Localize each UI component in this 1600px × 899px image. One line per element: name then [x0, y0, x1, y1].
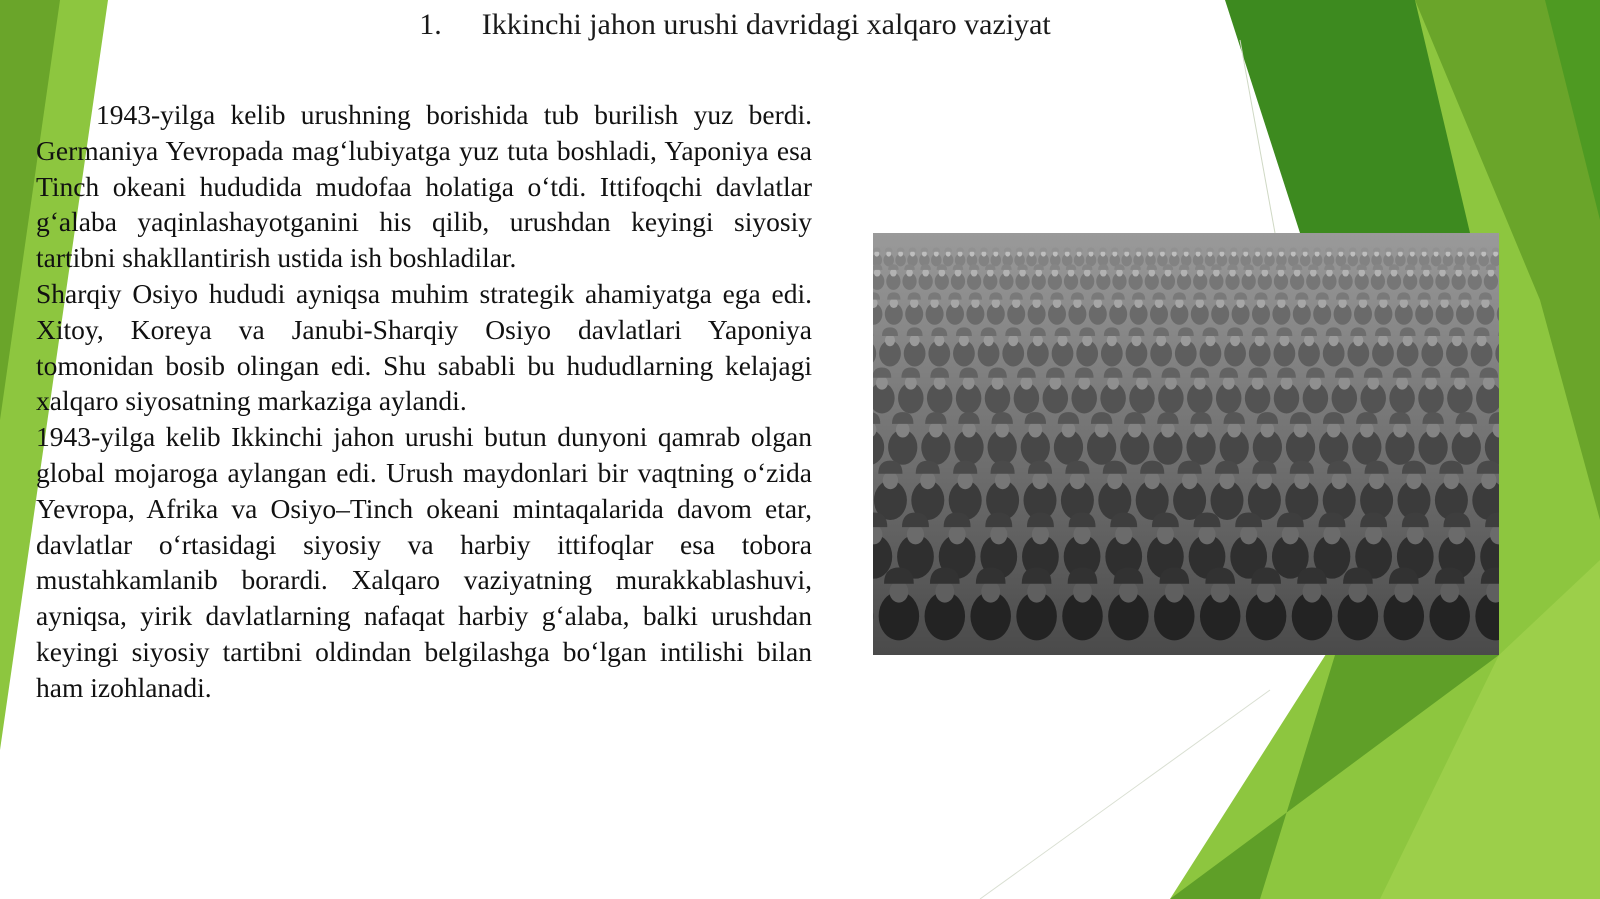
- body-text: [36, 97, 812, 706]
- title-number: 1.: [419, 8, 442, 41]
- soldiers-photo-image: [873, 233, 1499, 655]
- slide-title: [0, 8, 1470, 42]
- paragraph-2: Sharqiy Osiyo hududi ayniqsa muhim strategik ahamiyatga ega edi. Xitoy, Koreya va Janubi-Sharqiy Osiyo davlatlari Yaponiya tomonidan bosib olingan edi. Shu sababli bu hududlarning kelajagi xalqaro siyosatning markaziga aylandi.: [36, 277, 812, 417]
- soldiers-photo: [873, 233, 1499, 655]
- paragraph-1: 1943-yilga kelib urushning borishida tub burilish yuz berdi. Germaniya Yevropada mag‘lubiyatga yuz tuta boshladi, Yaponiya esa Tinch okeani hududida mudofaa holatiga o‘tdi. Ittifoqchi davlatlar g‘alaba yaqinlashayotganini his qilib, urushdan keyingi siyosiy tartibni shakllantirish ustida ish boshladilar.: [36, 99, 812, 274]
- paragraph-3: 1943-yilga kelib Ikkinchi jahon urushi butun dunyoni qamrab olgan global mojaroga aylangan edi. Urush maydonlari bir vaqtning o‘zida Yevropa, Afrika va Osiyo–Tinch okeani mintaqalarida davom etar, davlatlar o‘rtasidagi siyosiy va harbiy ittifoqlar esa tobora mustahkamlanib borardi. Xalqaro vaziyatning murakkablashuvi, ayniqsa, yirik davlatlarning nafaqat harbiy g‘alaba, balki urushdan keyingi siyosiy tartibni oldindan belgilashga bo‘lgan intilishi bilan ham izohlanadi.: [36, 421, 812, 703]
- title-text: Ikkinchi jahon urushi davridagi xalqaro vaziyat: [481, 8, 1051, 41]
